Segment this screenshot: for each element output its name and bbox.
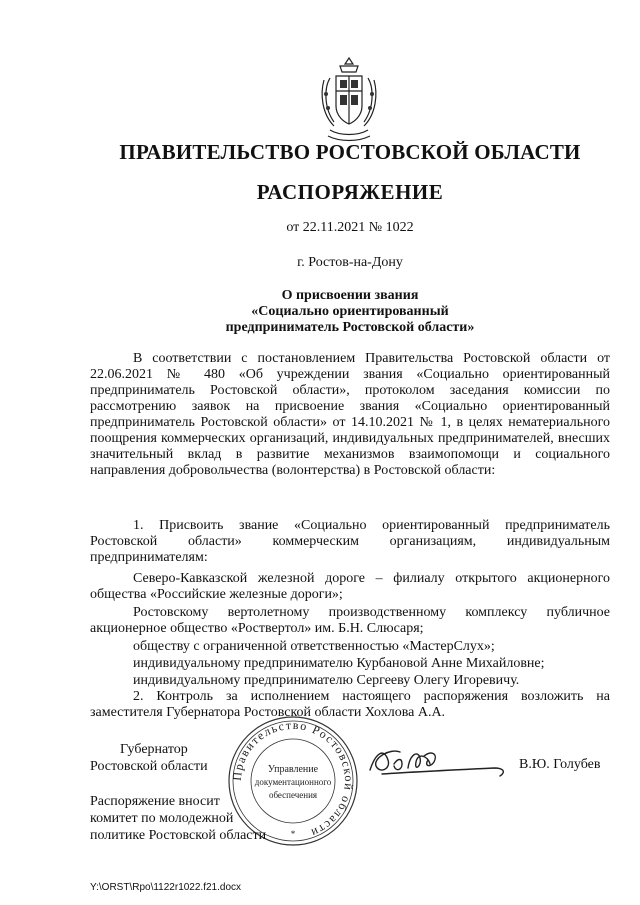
subject-line: О присвоении звания: [281, 288, 419, 303]
item-1-paragraph: 1. Присвоить звание «Социально ориентированный предприниматель Ростовской области» коммерческим организациям, индивидуальным предпринимателям:: [90, 518, 610, 565]
preamble-paragraph: В соответствии с постановлением Правительства Ростовской области от 22.06.2021 № 480 «Об учреждении звания «Социально ориентированный предприниматель Ростовской области», протоколом заседания комиссии по рассмотрению заявок на присвоение звания «Социально ориентированный предприниматель Ростовской области» от 14.10.2021 № 1, в целях нематериального поощрения коммерческих организаций, индивидуальных предпринимателей, внесших значительный вклад в развитие механизмов взаимопомощи и социального направления добровольчества (волонтерства) в Ростовской области:: [90, 351, 610, 478]
recipient-item: Северо-Кавказской железной дороге – филиалу открытого акционерного общества «Российские железные дороги»;: [90, 571, 610, 602]
recipient-item: Ростовскому вертолетному производственному комплексу публичное акционерное общество «Роствертол» им. Б.Н. Слюсаря;: [90, 605, 610, 636]
svg-text:*: *: [290, 829, 296, 839]
item-2-paragraph: 2. Контроль за исполнением настоящего распоряжения возложить на заместителя Губернатора Ростовской области Хохлова А.А.: [90, 689, 610, 720]
signatory-name: В.Ю. Голубев: [519, 757, 601, 772]
recipient-item: индивидуальному предпринимателю Курбановой Анне Михайловне;: [133, 656, 545, 671]
stamp-center-text: Управление: [267, 764, 319, 775]
signatory-title-line: Ростовской области: [90, 759, 208, 774]
city: г. Ростов-на-Дону: [297, 255, 403, 270]
submitter-note: [90, 793, 300, 844]
submitter-note-line: комитет по молодежной: [90, 811, 234, 826]
stamp-center-text: документационного: [254, 777, 332, 787]
recipient-item: индивидуальному предпринимателю Сергееву Олегу Игоревичу.: [133, 673, 520, 688]
coat-of-arms-emblem: [316, 56, 382, 144]
recipient-item: обществу с ограниченной ответственностью «МастерСлух»;: [133, 639, 495, 654]
stamp-ring-text: Правительство Ростовской области: [229, 717, 357, 841]
government-heading: ПРАВИТЕЛЬСТВО РОСТОВСКОЙ ОБЛАСТИ: [119, 140, 581, 164]
submitter-note-line: Распоряжение вносит: [90, 794, 220, 809]
date-number: от 22.11.2021 № 1022: [286, 220, 414, 235]
file-path-footer: Y:\ORST\Rpo\1122r1022.f21.docx: [90, 882, 242, 893]
subject-line: предприниматель Ростовской области»: [225, 320, 475, 335]
subject-title: [0, 288, 640, 336]
stamp-center-text: обеспечения: [268, 790, 318, 800]
submitter-note-line: политике Ростовской области: [90, 828, 267, 843]
subject-line: «Социально ориентированный: [251, 304, 449, 319]
document-type-heading: РАСПОРЯЖЕНИЕ: [256, 180, 444, 204]
signatory-title-line: Губернатор: [120, 742, 188, 757]
handwritten-signature: [364, 742, 514, 782]
